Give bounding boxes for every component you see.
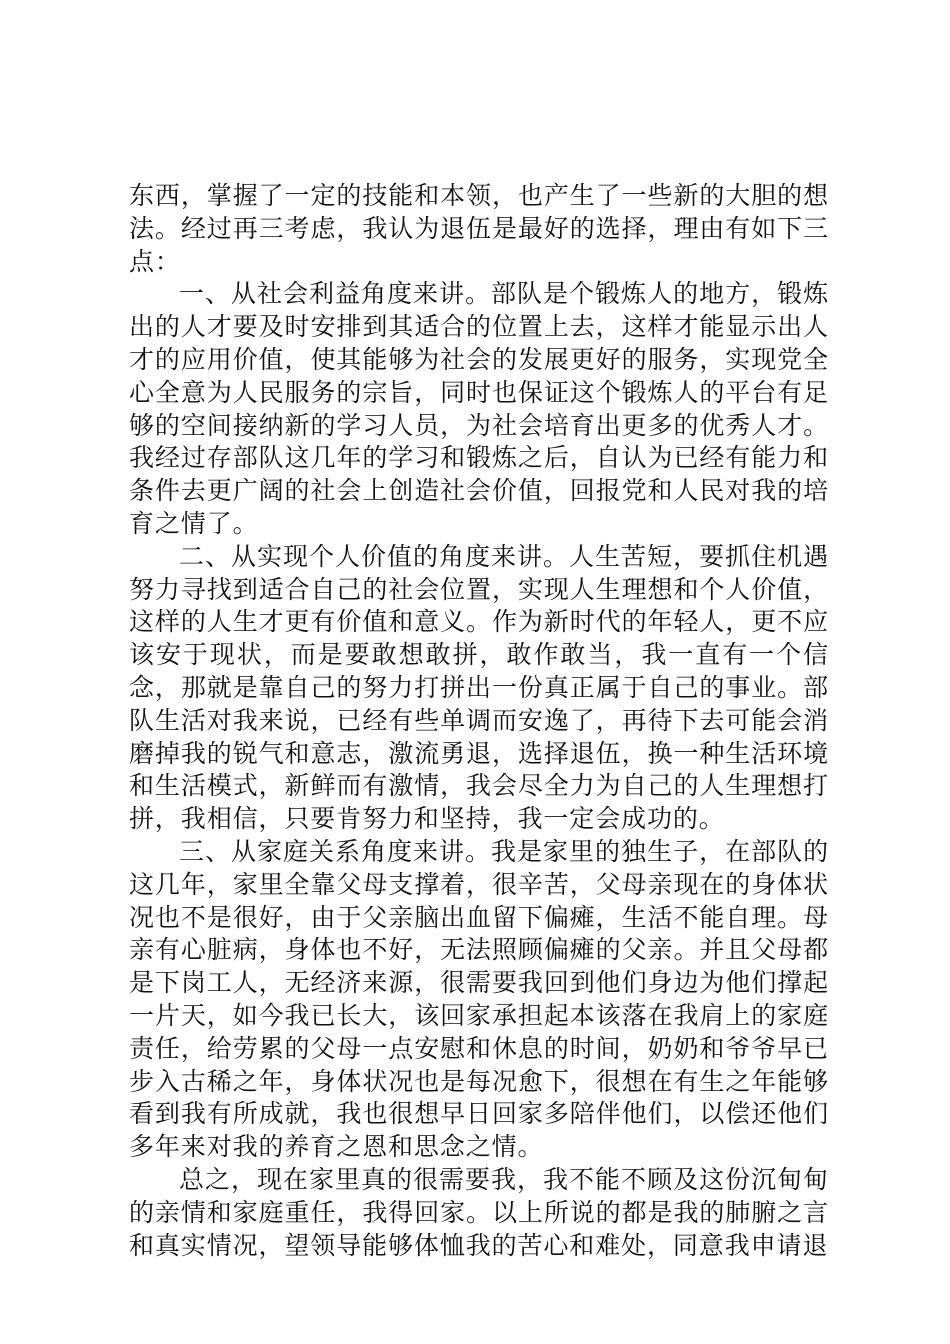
paragraph-conclusion: 总之，现在家里真的很需要我，我不能不顾及这份沉甸甸的亲情和家庭重任，我得回家。以上所说的都是我的肺腑之言和真实情况，望领导能够体恤我的苦心和难处，同意我申请退 [129, 1164, 829, 1260]
paragraph-intro: 东西，掌握了一定的技能和本领，也产生了一些新的大胆的想法。经过再三考虑，我认为退伍是最好的选择，理由有如下三点： [129, 181, 829, 276]
paragraph-social-benefit: 一、从社会利益角度来讲。部队是个锻炼人的地方，锻炼出的人才要及时安排到其适合的位置上去，这样才能显示出人才的应用价值，使其能够为社会的发展更好的服务，实现党全心全意为人民服务的宗旨，同时也保证这个锻炼人的平台有足够的空间接纳新的学习人员，为社会培育出更多的优秀人才。我经过存部队这几年的学习和锻炼之后，自认为已经有能力和条件去更广阔的社会上创造社会价值，回报党和人民对我的培育之情了。 [129, 279, 829, 538]
paragraph-personal-value: 二、从实现个人价值的角度来讲。人生苦短，要抓住机遇努力寻找到适合自己的社会位置，实现人生理想和个人价值，这样的人生才更有价值和意义。作为新时代的年轻人，更不应该安于现状，而是要敢想敢拼，敢作敢当，我一直有一个信念，那就是靠自己的努力打拼出一份真正属于自己的事业。部队生活对我来说，已经有些单调而安逸了，再待下去可能会消磨掉我的锐气和意志，激流勇退，选择退伍，换一种生活环境和生活模式，新鲜而有激情，我会尽全力为自己的人生理想打拼，我相信，只要肯努力和坚持，我一定会成功的。 [129, 541, 829, 834]
paragraph-family-relations: 三、从家庭关系角度来讲。我是家里的独生子，在部队的这几年，家里全靠父母支撑着，很辛苦，父母亲现在的身体状况也不是很好，由于父亲脑出血留下偏瘫，生活不能自理。母亲有心脏病，身体也不好，无法照顾偏瘫的父亲。并且父母都是下岗工人，无经济来源，很需要我回到他们身边为他们撑起一片天，如今我已长大，该回家承担起本该落在我肩上的家庭责任，给劳累的父母一点安慰和休息的时间，奶奶和爷爷早已步入古稀之年，身体状况也是每况愈下，很想在有生之年能够看到我有所成就，我也很想早日回家多陪伴他们，以偿还他们多年来对我的养育之恩和思念之情。 [129, 836, 829, 1162]
document-body [129, 180, 829, 1262]
